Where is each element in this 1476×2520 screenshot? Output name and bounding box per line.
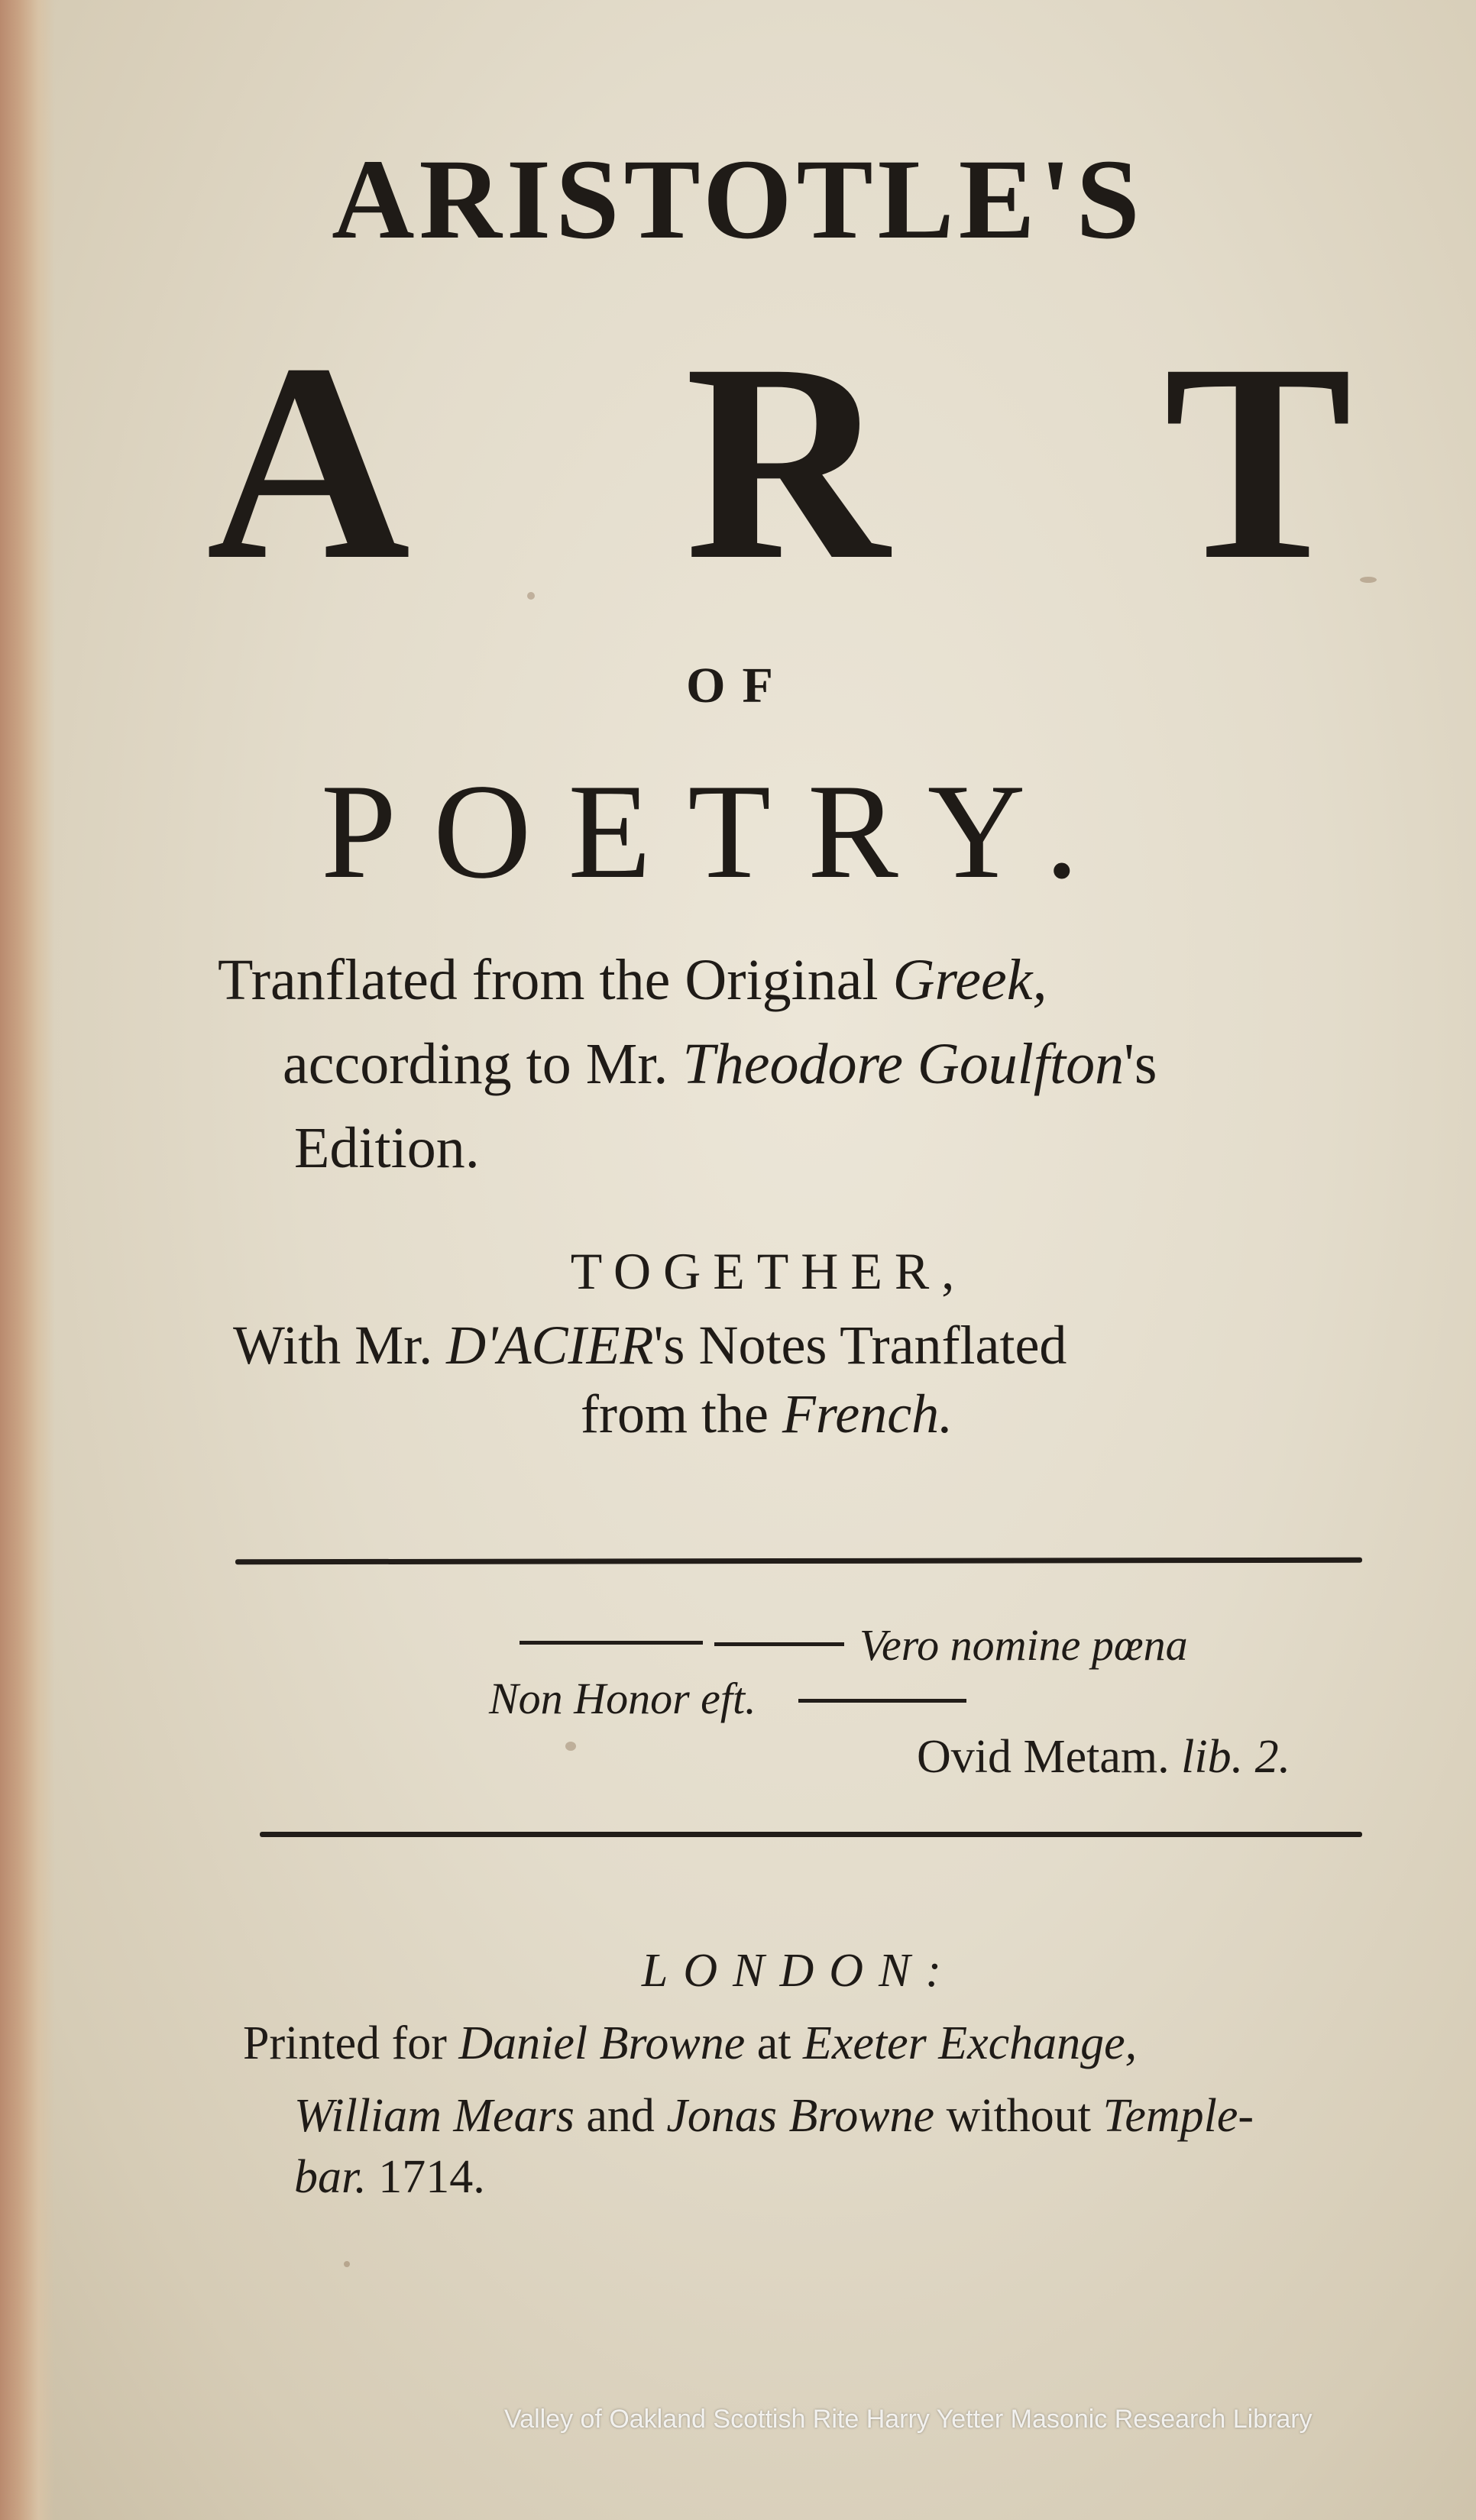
text-span: 's Notes Tranflated xyxy=(653,1315,1067,1376)
title-letter: R xyxy=(685,306,889,619)
title-poetry: POETRY. xyxy=(321,755,1116,907)
translation-line-3: Edition. xyxy=(294,1116,480,1180)
paper-stain xyxy=(344,2261,350,2267)
text-span: Ovid Metam. xyxy=(917,1731,1182,1783)
horizontal-rule xyxy=(235,1558,1362,1565)
author-heading: ARISTOTLE'S xyxy=(332,136,1144,263)
imprint-line-3 xyxy=(294,2150,485,2205)
italic-span: Daniel Browne xyxy=(458,2017,746,2069)
motto-source xyxy=(917,1730,1290,1784)
motto-dash xyxy=(520,1641,703,1645)
text-span: and xyxy=(574,2090,667,2142)
italic-span: Jonas Browne xyxy=(666,2090,935,2142)
italic-span: D'ACIER xyxy=(446,1315,654,1376)
italic-span: French. xyxy=(782,1383,953,1444)
text-span: at xyxy=(745,2017,803,2069)
italic-span: William Mears xyxy=(294,2090,575,2142)
library-watermark: Valley of Oakland Scottish Rite Harry Yetter Masonic Research Library xyxy=(504,2405,1313,2434)
title-letter: A xyxy=(206,306,411,619)
translation-line-1 xyxy=(218,948,1047,1012)
title-of: OF xyxy=(686,658,790,713)
imprint-line-1 xyxy=(243,2017,1137,2071)
italic-span: lib. 2. xyxy=(1181,1731,1291,1783)
italic-span: Temple- xyxy=(1102,2090,1254,2142)
italic-span: Exeter Exchange, xyxy=(802,2017,1138,2069)
title-letter: T xyxy=(1164,306,1352,619)
translation-line-2 xyxy=(283,1032,1157,1096)
text-span: without xyxy=(934,2090,1103,2142)
italic-span: Greek, xyxy=(892,948,1047,1012)
motto-line-1: Vero nomine pœna xyxy=(859,1620,1188,1670)
paper-stain xyxy=(1360,577,1377,583)
text-span: 's xyxy=(1124,1032,1157,1096)
text-span: according to Mr. xyxy=(283,1032,683,1096)
text-span: With Mr. xyxy=(233,1315,447,1376)
motto-line-2: Non Honor eft. xyxy=(489,1674,756,1723)
motto-dash xyxy=(714,1642,844,1646)
title-art xyxy=(206,306,1352,619)
text-span: Tranflated from the Original xyxy=(218,948,893,1012)
notes-line-2 xyxy=(581,1383,953,1446)
horizontal-rule xyxy=(260,1832,1362,1837)
motto-dash xyxy=(798,1699,966,1703)
text-span: 1714. xyxy=(366,2151,485,2203)
text-span: from the xyxy=(581,1383,782,1444)
imprint-line-2 xyxy=(294,2089,1254,2143)
together-heading: TOGETHER, xyxy=(570,1242,967,1300)
italic-span: bar. xyxy=(294,2151,367,2203)
italic-span: Theodore Goulfton xyxy=(682,1032,1125,1096)
imprint-city: LONDON: xyxy=(641,1945,957,1997)
notes-line-1 xyxy=(233,1314,1067,1377)
paper-stain xyxy=(565,1742,576,1751)
text-span: Printed for xyxy=(243,2017,459,2069)
